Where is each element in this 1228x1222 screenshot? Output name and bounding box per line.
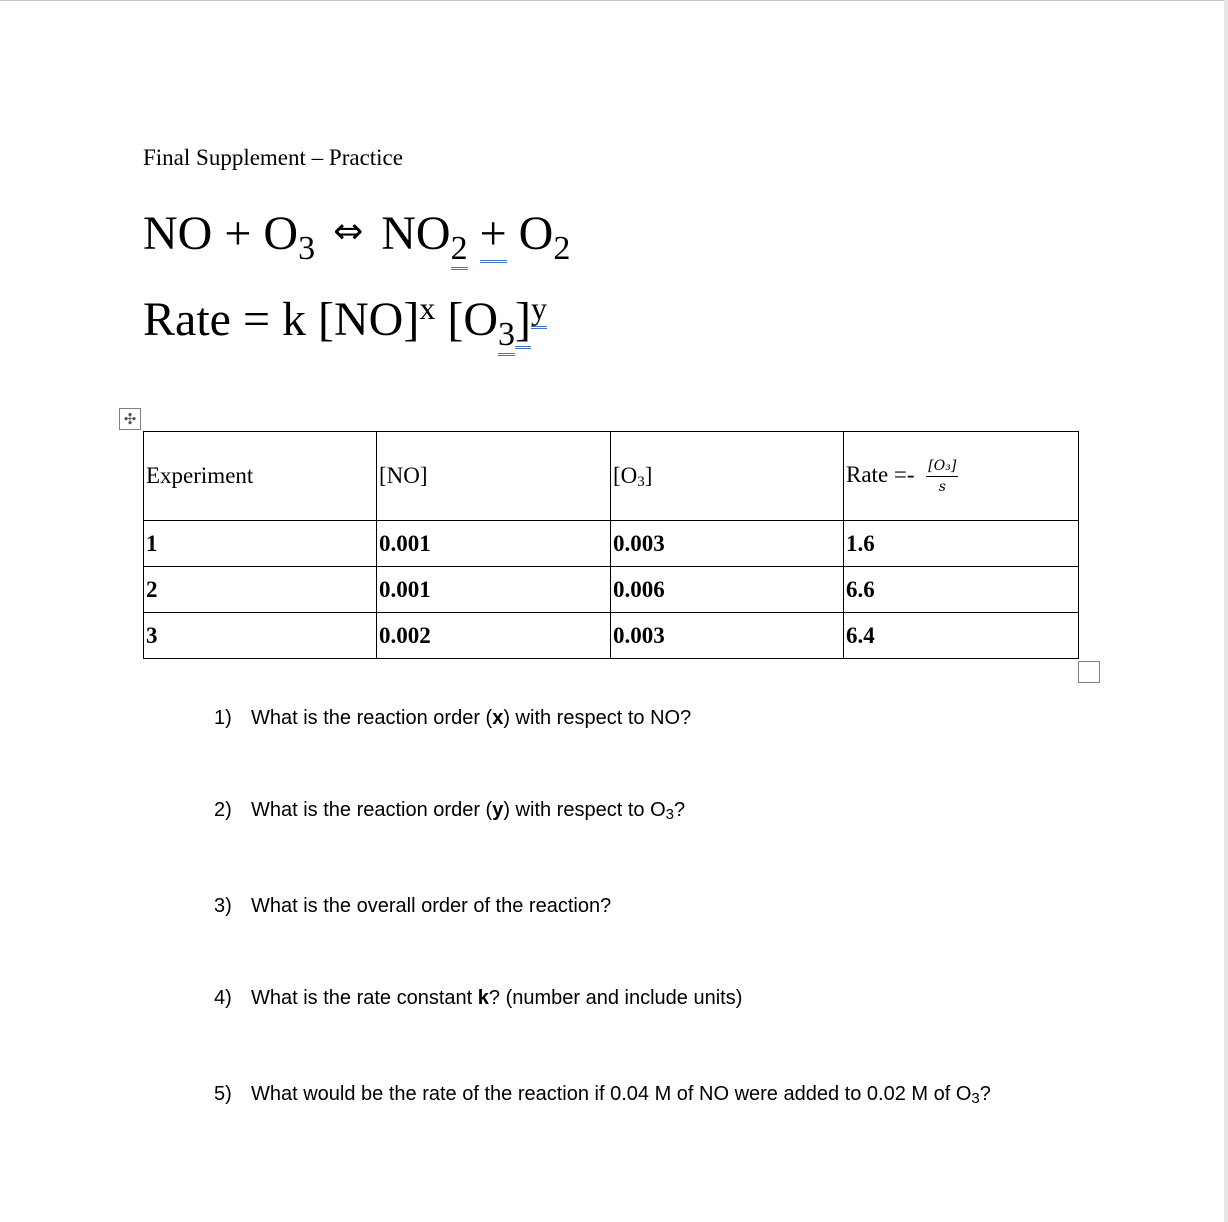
table-resize-handle[interactable] xyxy=(1078,661,1100,683)
reactant-o3: $O_3$ xyxy=(263,207,316,267)
cell-rate: 6.6 xyxy=(844,567,1079,613)
reaction-equation xyxy=(143,204,570,269)
plus-sign: + xyxy=(224,207,252,260)
question-1: 1) What is the reaction order (x) with respect to NO? xyxy=(214,707,692,729)
question-3: 3) What is the overall order of the reaction? xyxy=(214,895,612,917)
cell-o3: 0.006 xyxy=(611,567,844,613)
page-right-border xyxy=(1224,0,1228,1222)
rate-law-lhs: Rate = k xyxy=(143,293,307,346)
rate-law-expression xyxy=(143,290,547,355)
document-title: Final Supplement – Practice xyxy=(143,145,403,170)
cell-rate: 6.4 xyxy=(844,613,1079,659)
product-o2: $O_2$ xyxy=(518,207,571,267)
header-rate: Rate =- $\frac{\text{[O₃]}}{s}$ xyxy=(844,432,1079,521)
page-top-border xyxy=(0,0,1228,1)
rate-law-term-o3: $[O_3]^y$ xyxy=(447,293,547,346)
table-row xyxy=(144,613,1079,659)
plus-sign: + xyxy=(480,207,507,263)
table-row xyxy=(144,567,1079,613)
cell-no: 0.002 xyxy=(377,613,611,659)
product-no2: $NO_2$ xyxy=(381,207,467,260)
cell-experiment: 3 xyxy=(144,613,377,659)
header-o3: [O3] xyxy=(611,432,844,521)
header-experiment: Experiment xyxy=(144,432,377,521)
table-row xyxy=(144,521,1079,567)
table-header-row xyxy=(144,432,1079,521)
table-move-handle-icon[interactable]: ✣ xyxy=(119,408,141,430)
question-5: 5) What would be the rate of the reaction if 0.04 M of NO were added to 0.02 M of O3? xyxy=(214,1083,991,1107)
experiment-table xyxy=(143,431,1079,659)
cell-o3: 0.003 xyxy=(611,521,844,567)
cell-no: 0.001 xyxy=(377,567,611,613)
rate-fraction: $\frac{\text{[O₃]}}{s}$ xyxy=(928,457,957,495)
cell-experiment: 1 xyxy=(144,521,377,567)
equilibrium-arrow-icon: ⇔ xyxy=(333,211,364,252)
question-4: 4) What is the rate constant k? (number and include units) xyxy=(214,987,743,1009)
cell-o3: 0.003 xyxy=(611,613,844,659)
cell-no: 0.001 xyxy=(377,521,611,567)
question-2: 2) What is the reaction order (y) with respect to O3? xyxy=(214,799,686,823)
cell-experiment: 2 xyxy=(144,567,377,613)
cell-rate: 1.6 xyxy=(844,521,1079,567)
header-no: [NO] xyxy=(377,432,611,521)
rate-law-term-no: [NO]$^x$ xyxy=(318,290,436,346)
reactant-no: NO xyxy=(143,207,213,260)
